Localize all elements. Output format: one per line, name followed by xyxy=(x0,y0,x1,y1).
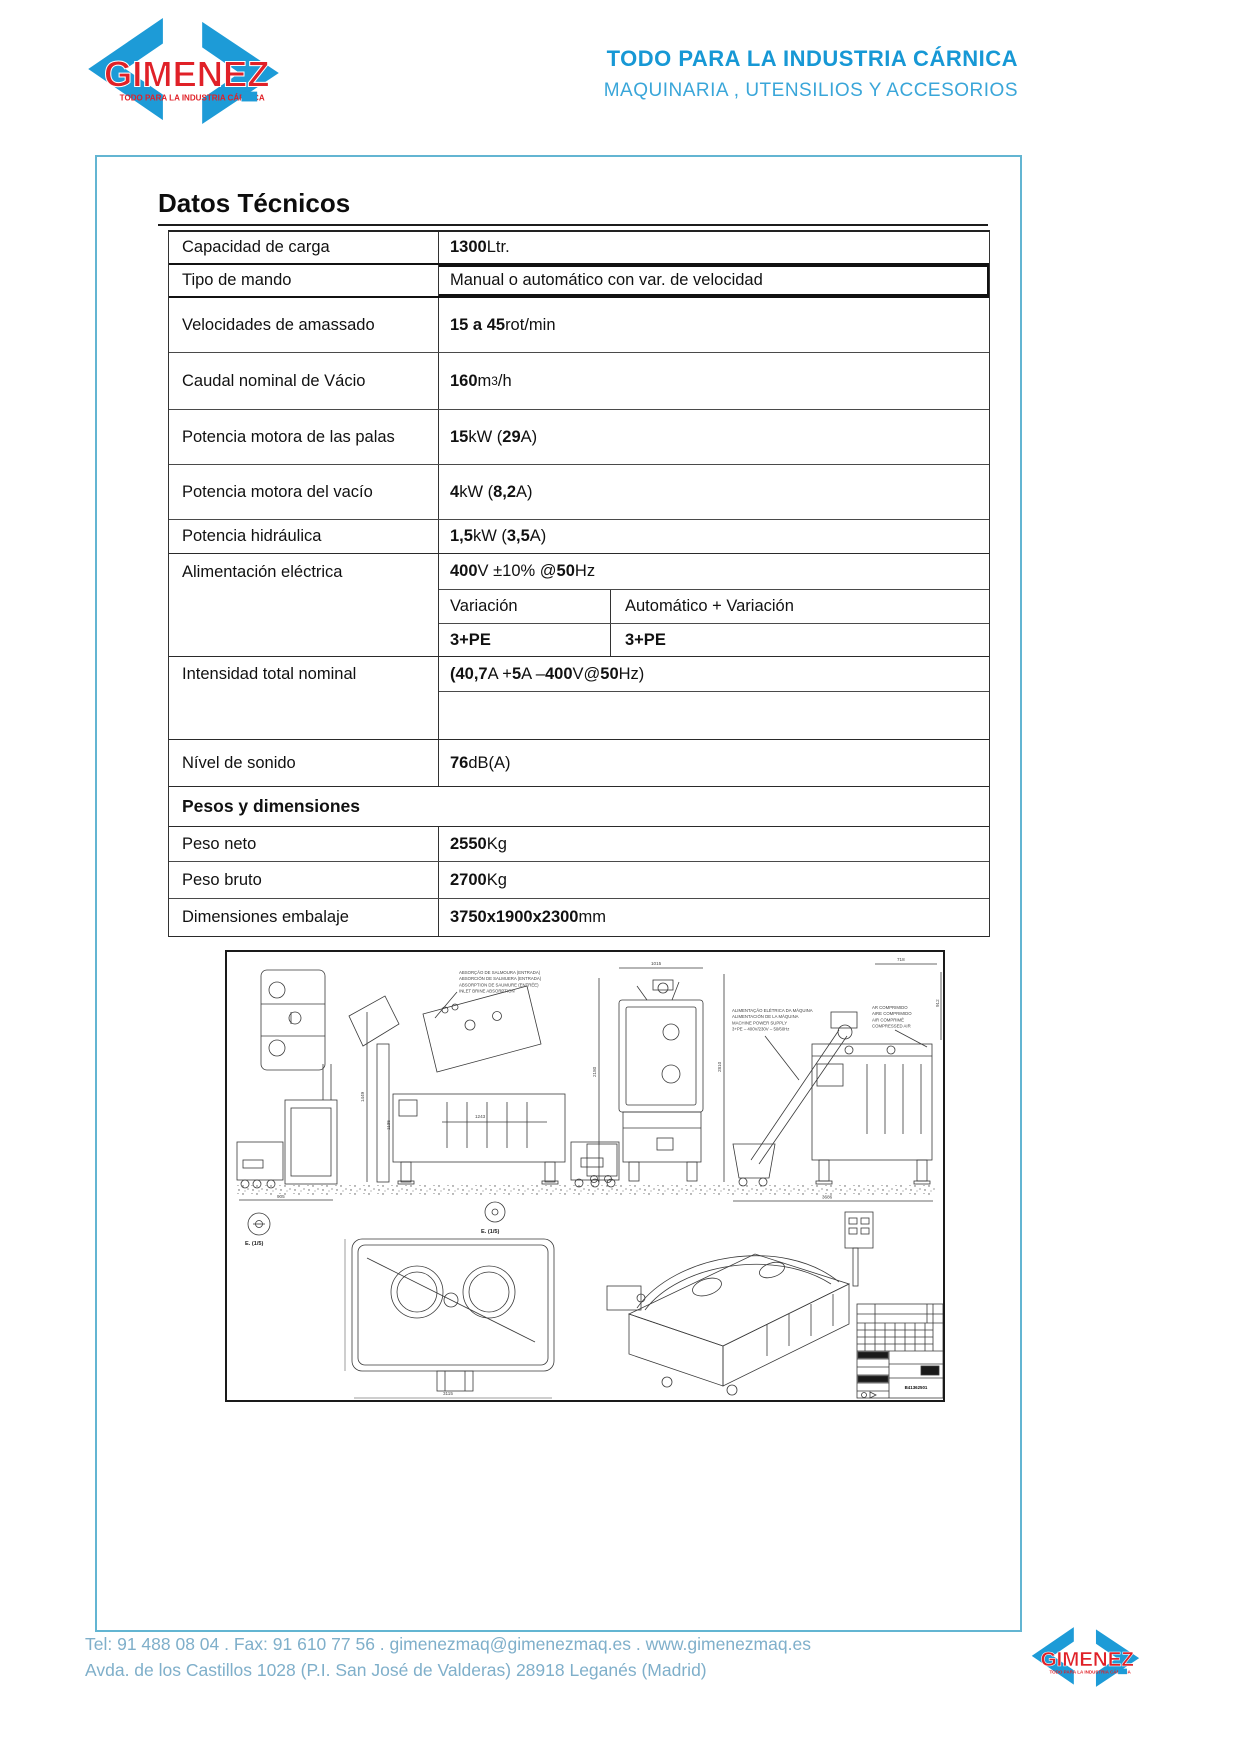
spec-row-potencia-hidraulica xyxy=(169,520,989,554)
spec-row-variacion xyxy=(169,590,989,624)
spec-value: 2550 Kg xyxy=(450,834,507,853)
annotation-compressed-air: AR COMPRIMIDO AIRE COMPRIMIDO AIR COMPRIMÉ COMPRESSED AIR xyxy=(872,1005,912,1029)
spec-row-capacidad xyxy=(169,232,989,265)
dimension-lines xyxy=(239,964,941,1201)
detail-e-2 xyxy=(485,1202,505,1222)
spec-value: 3750x1900x2300 mm xyxy=(450,908,606,926)
spec-value: 160 m 3 /h xyxy=(450,371,512,390)
ground-hatch xyxy=(235,1184,937,1195)
spec-label: Nível de sonido xyxy=(169,740,439,786)
spec-label: Potencia hidráulica xyxy=(169,520,439,553)
drawing-annotations xyxy=(459,970,913,1032)
svg-text:905: 905 xyxy=(277,1194,285,1199)
spec-label: Potencia motora de las palas xyxy=(169,410,439,464)
spec-row-intensidad-empty xyxy=(169,692,989,740)
spec-value-empty xyxy=(439,692,989,739)
title-underline xyxy=(158,224,988,226)
spec-label: Velocidades de amassado xyxy=(169,298,439,352)
spec-row-velocidades xyxy=(169,298,989,353)
spec-subcell: Automático + Variación xyxy=(625,597,794,615)
svg-text:718: 718 xyxy=(897,957,905,962)
drawing-title-block xyxy=(857,1304,943,1398)
spec-row-peso-bruto xyxy=(169,862,989,899)
technical-drawing xyxy=(225,950,945,1402)
header-title: TODO PARA LA INDUSTRIA CÁRNICA xyxy=(606,46,1018,71)
spec-row-intensidad xyxy=(169,657,989,692)
spec-value: 15 a 45 rot/min xyxy=(450,315,556,334)
spec-value: 76 dB(A) xyxy=(450,753,511,772)
page-title: Datos Técnicos xyxy=(158,188,351,218)
spec-subcell: 3+PE xyxy=(439,624,611,656)
svg-text:1449: 1449 xyxy=(360,1091,365,1102)
spec-value: (40,7 A + 5 A – 400 V@ 50 Hz) xyxy=(439,657,989,692)
footer-contact-line: Tel: 91 488 08 04 . Fax: 91 610 77 56 . gimenezmaq@gimenezmaq.es . www.gimenezmaq.es xyxy=(85,1634,811,1654)
drawing-view-loader xyxy=(733,1012,932,1186)
svg-text:2180: 2180 xyxy=(592,1066,597,1077)
annotation-brine: ABSORÇÃO DE SALMOURA (ENTRADA) ABSORCIÓN DE SALMUERA (ENTRADA) ABSORPTION DE SAUMURE (ENTRÉE) INLET BRINE ABSORPTION xyxy=(459,970,542,994)
svg-text:3115: 3115 xyxy=(443,1391,453,1396)
detail-e-2-label: E. (1/5) xyxy=(481,1229,500,1235)
spec-value: 4 kW ( 8,2 A) xyxy=(450,482,533,501)
spec-row-tipo-mando xyxy=(169,265,989,298)
spec-row-dimensiones xyxy=(169,899,989,937)
spec-section-pesos: Pesos y dimensiones xyxy=(169,787,989,827)
spec-table xyxy=(168,230,990,937)
spec-label: Intensidad total nominal xyxy=(169,657,439,692)
spec-row-potencia-vacio xyxy=(169,465,989,520)
spec-subrow xyxy=(439,624,989,656)
spec-row-potencia-palas xyxy=(169,410,989,465)
spec-label: Dimensiones embalaje xyxy=(169,899,439,936)
spec-subcell: 3+PE xyxy=(625,630,666,649)
spec-subrow xyxy=(439,590,989,624)
spec-label: Alimentación eléctrica xyxy=(169,554,439,590)
spec-value: 15 kW ( 29 A) xyxy=(450,427,538,446)
svg-text:1135: 1135 xyxy=(386,1120,391,1130)
spec-label: Peso neto xyxy=(169,827,439,861)
drawing-view-rear xyxy=(237,970,337,1188)
header-subtitle: MAQUINARIA , UTENSILIOS Y ACCESORIOS xyxy=(603,80,1018,101)
svg-text:1243: 1243 xyxy=(475,1114,486,1119)
spec-value: Manual o automático con var. de velocidad xyxy=(439,265,989,296)
annotation-power-supply: ALIMENTAÇÃO ELÉTRICA DA MÁQUINA ALIMENTACIÓN DE LA MÁQUINA MACHINE POWER SUPPLY 3+PE – 400V/230V – 50/60Hz xyxy=(732,1008,813,1032)
drawing-view-plan xyxy=(345,1239,554,1398)
spec-row-nivel-sonido xyxy=(169,740,989,787)
spec-label: Caudal nominal de Vácio xyxy=(169,353,439,409)
spec-value: 2700 Kg xyxy=(450,870,507,889)
drawing-view-isometric xyxy=(607,1212,873,1395)
spec-row-alimentacion xyxy=(169,554,989,590)
drawing-view-front xyxy=(587,980,703,1183)
detail-e-1-label: E. (1/5) xyxy=(245,1241,264,1247)
gimenez-logo-footer xyxy=(1028,1626,1144,1688)
spec-label: Peso bruto xyxy=(169,862,439,898)
spec-label: Capacidad de carga xyxy=(169,232,439,263)
svg-text:2810: 2810 xyxy=(717,1061,722,1072)
svg-text:912: 912 xyxy=(935,999,940,1007)
spec-label-empty xyxy=(169,692,439,739)
spec-value: 1300 Ltr. xyxy=(450,238,510,256)
spec-label-empty xyxy=(169,590,439,624)
spec-label: Tipo de mando xyxy=(169,265,439,296)
dimension-labels xyxy=(277,957,940,1396)
drawing-view-side-elevation xyxy=(349,986,619,1187)
spec-row-3pe xyxy=(169,624,989,657)
drawing-number: B41362501 xyxy=(904,1385,928,1390)
spec-label: Potencia motora del vacío xyxy=(169,465,439,519)
spec-row-caudal-vacio xyxy=(169,353,989,410)
spec-subcell: Variación xyxy=(439,590,611,623)
spec-value: 400 V ±10% @ 50 Hz xyxy=(439,554,989,590)
spec-row-peso-neto xyxy=(169,827,989,862)
spec-value: 1,5 kW ( 3,5 A) xyxy=(450,527,547,545)
footer-address-line: Avda. de los Castillos 1028 (P.I. San José de Valderas) 28918 Leganés (Madrid) xyxy=(85,1660,707,1680)
detail-e-1 xyxy=(248,1213,270,1235)
svg-text:1015: 1015 xyxy=(651,961,662,966)
svg-text:3686: 3686 xyxy=(822,1194,833,1200)
gimenez-logo xyxy=(82,16,287,126)
spec-label-empty xyxy=(169,624,439,656)
